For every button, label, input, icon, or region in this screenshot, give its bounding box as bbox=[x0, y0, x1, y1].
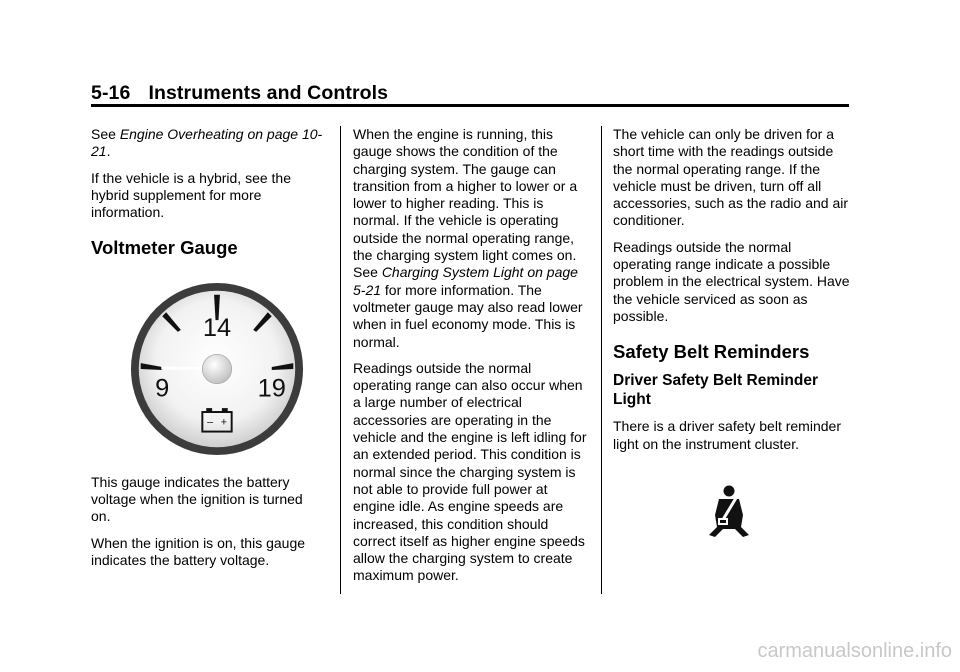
engine-overheating-link[interactable]: Engine Overheating on page 10-21 bbox=[91, 126, 323, 160]
driver-belt-reminder-heading: Driver Safety Belt Reminder Light bbox=[613, 372, 819, 409]
possible-problem-paragraph: Readings outside the normal operating range indicate a possible problem in the electrical system. Have the vehicle serviced as soon as possible. bbox=[613, 238, 850, 324]
svg-text:+: + bbox=[220, 417, 227, 430]
gauge-label-9: 9 bbox=[155, 374, 170, 403]
ignition-on-paragraph: When the ignition is on, this gauge indicates the battery voltage. bbox=[91, 534, 306, 568]
voltmeter-gauge-illustration bbox=[129, 281, 305, 457]
column-divider-2 bbox=[601, 126, 602, 594]
seat-belt-reminder-icon bbox=[705, 485, 753, 537]
column-3 bbox=[613, 126, 853, 462]
section-title: Instruments and Controls bbox=[148, 82, 389, 104]
safety-belt-reminders-heading: Safety Belt Reminders bbox=[613, 341, 810, 363]
voltmeter-gauge-heading: Voltmeter Gauge bbox=[91, 237, 238, 259]
svg-text:–: – bbox=[207, 417, 214, 430]
column-2 bbox=[353, 126, 593, 594]
header-rule bbox=[91, 104, 849, 107]
column-divider-1 bbox=[340, 126, 341, 594]
hybrid-paragraph: If the vehicle is a hybrid, see the hybrid supplement for more information. bbox=[91, 169, 291, 221]
engine-running-paragraph: When the engine is running, this gauge shows the condition of the charging system. The gauge can transition from a higher to lower or a lower to higher reading. This is normal. If the vehicle is operating outside the normal operating range, the charging system light comes on. See Charging System Light on page 5-21 for more information. The voltmeter gauge may also read lower when in fuel economy mode. This is normal. bbox=[353, 126, 583, 350]
page-header bbox=[91, 82, 388, 105]
charging-system-light-link[interactable]: Charging System Light on page 5-21 bbox=[353, 264, 578, 298]
battery-voltage-paragraph: This gauge indicates the battery voltage when the ignition is turned on. bbox=[91, 473, 303, 525]
gauge-hub bbox=[202, 355, 231, 384]
watermark: carmanualsonline.info bbox=[757, 640, 952, 662]
driver-belt-paragraph: There is a driver safety belt reminder light on the instrument cluster. bbox=[613, 418, 841, 452]
see-overheating-paragraph: See Engine Overheating on page 10-21. bbox=[91, 126, 323, 160]
page-number: 5-16 bbox=[91, 82, 131, 104]
readings-outside-paragraph: Readings outside the normal operating range can also occur when a large number of electrical accessories are operating in the vehicle and the engine is left idling for an extended period. This condition is normal since the charging system is not able to provide full power at engine idle. As engine speeds are increased, this condition should correct itself as higher engine speeds allow the charging system to create maximum power. bbox=[353, 359, 587, 584]
gauge-label-19: 19 bbox=[257, 374, 286, 403]
driven-short-time-paragraph: The vehicle can only be driven for a short time with the readings outside the normal operating range. If the vehicle must be driven, turn off all accessories, such as the radio and air conditioner. bbox=[613, 126, 849, 229]
gauge-label-14: 14 bbox=[202, 314, 232, 343]
column-1 bbox=[91, 126, 323, 578]
